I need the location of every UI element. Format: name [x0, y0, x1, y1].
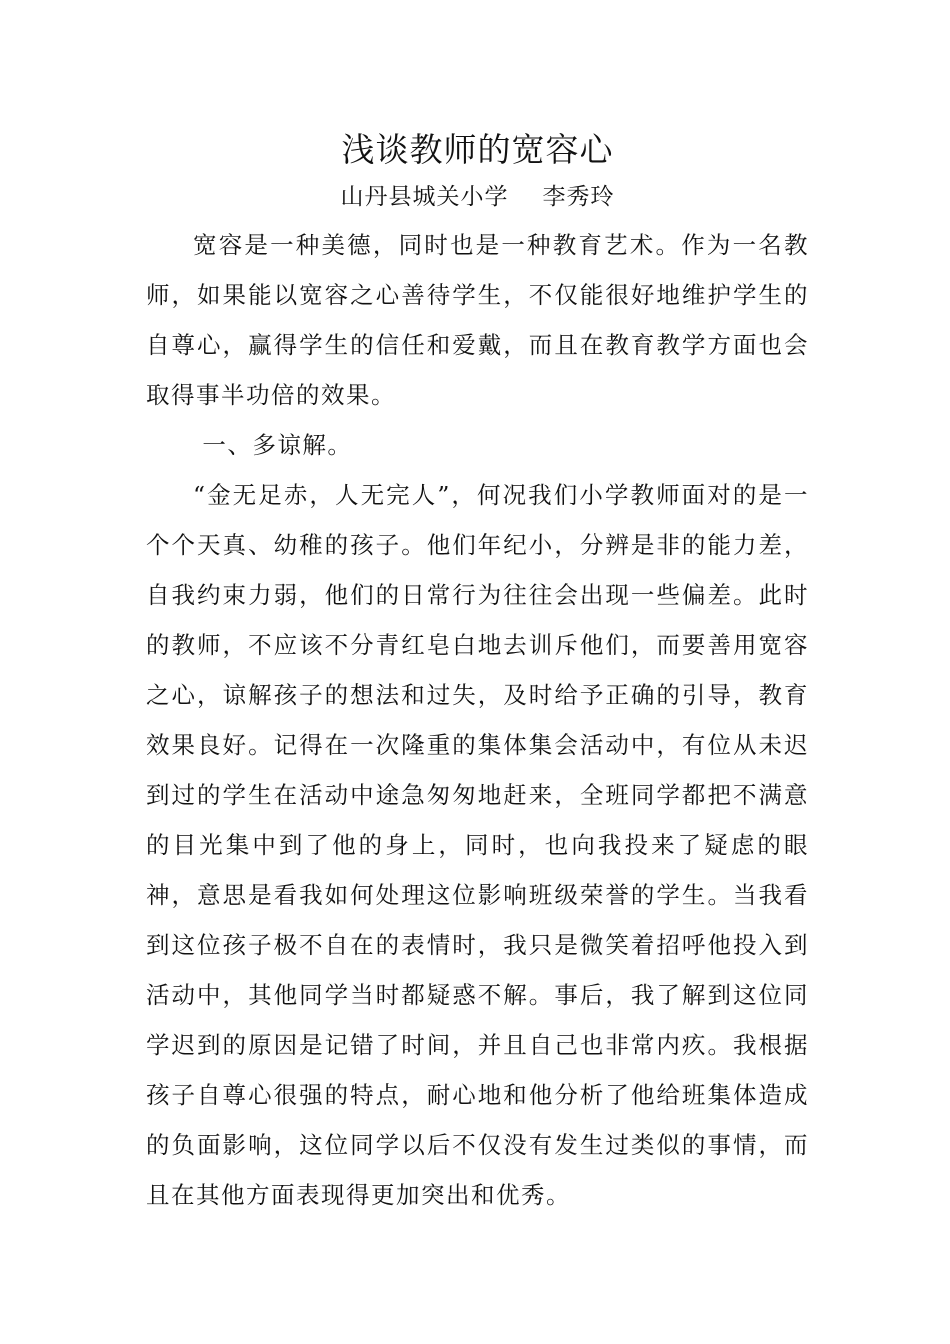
document-body [146, 122, 809, 1220]
school-name: 山丹县城关小学 [340, 184, 509, 210]
section-heading: 一、多谅解。 [202, 431, 353, 459]
document-title: 浅谈教师的宽容心 [341, 130, 614, 169]
byline [146, 178, 809, 216]
intro-paragraph: 宽容是一种美德，同时也是一种教育艺术。作为一名教师，如果能以宽容之心善待学生，不仅能很好地维护学生的自尊心，赢得学生的信任和爱戴，而且在教育教学方面也会取得事半功倍的效果。 [146, 231, 809, 409]
section-paragraph: “金无足赤，人无完人”，何况我们小学教师面对的是一个个天真、幼稚的孩子。他们年纪小，分辨是非的能力差，自我约束力弱，他们的日常行为往往会出现一些偏差。此时的教师，不应该不分青红皂白地去训斥他们，而要善用宽容之心，谅解孩子的想法和过失，及时给予正确的引导，教育效果良好。记得在一次隆重的集体集会活动中，有位从未迟到过的学生在活动中途急匆匆地赶来，全班同学都把不满意的目光集中到了他的身上，同时，也向我投来了疑虑的眼神，意思是看我如何处理这位影响班级荣誉的学生。当我看到这位孩子极不自在的表情时，我只是微笑着招呼他投入到活动中，其他同学当时都疑惑不解。事后，我了解到这位同学迟到的原因是记错了时间，并且自己也非常内疚。我根据孩子自尊心很强的特点，耐心地和他分析了他给班集体造成的负面影响，这位同学以后不仅没有发生过类似的事情，而且在其他方面表现得更加突出和优秀。 [146, 481, 809, 1209]
author-name: 李秀玲 [542, 184, 615, 210]
